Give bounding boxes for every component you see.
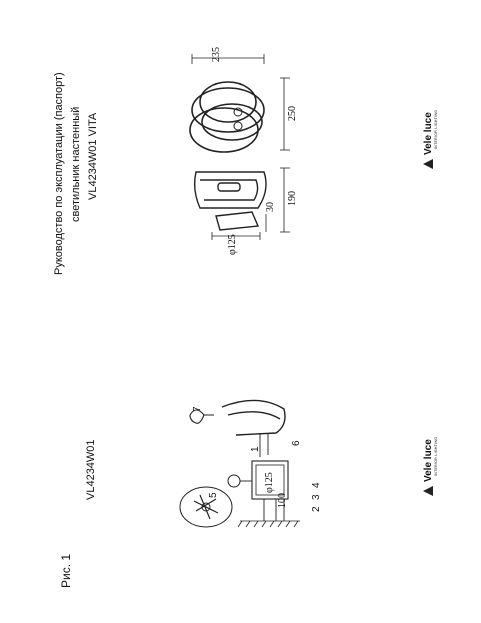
- height-value: 250: [287, 106, 298, 121]
- brand-name: Vele luce: [423, 439, 434, 482]
- width-value: 235: [211, 47, 222, 62]
- callout-3: 3: [311, 494, 322, 500]
- depth-value: 190: [287, 191, 298, 206]
- wall-hatch: [238, 521, 300, 527]
- product-type: светильник настенный: [70, 106, 82, 222]
- brand-triangle-icon: [422, 158, 434, 170]
- assembly-length-label: 100: [277, 493, 288, 508]
- lamp-side-view: [195, 172, 266, 230]
- callout-6: 6: [291, 440, 302, 446]
- manual-title: Руководство по эксплуатации (паспорт): [53, 72, 65, 275]
- assembly-diameter-label: φ125: [264, 472, 275, 493]
- rings-front-view: [190, 82, 264, 152]
- base-diameter-value: φ125: [227, 234, 238, 255]
- callout-2: 2: [311, 506, 322, 512]
- bulb-icon: [190, 410, 204, 423]
- lamp-body: [222, 400, 285, 435]
- brand-tagline: INTERIOR LIGHTING: [434, 109, 438, 149]
- callout-5: 5: [208, 492, 219, 498]
- product-code: VL4234W01 VITA: [87, 112, 99, 200]
- base-depth-value: 30: [265, 202, 276, 212]
- model-label: VL4234W01: [85, 439, 97, 500]
- figure-label: Рис. 1: [59, 553, 73, 588]
- assembly-drawing: [160, 385, 310, 545]
- callout-1: 1: [250, 446, 261, 452]
- brand-tagline: INTERIOR LIGHTING: [434, 436, 438, 476]
- callout-4: 4: [311, 482, 322, 488]
- dimension-drawing: [180, 40, 320, 270]
- callout-7: 7: [192, 406, 203, 412]
- brand-name: Vele luce: [423, 112, 434, 155]
- brand-triangle-icon: [422, 485, 434, 497]
